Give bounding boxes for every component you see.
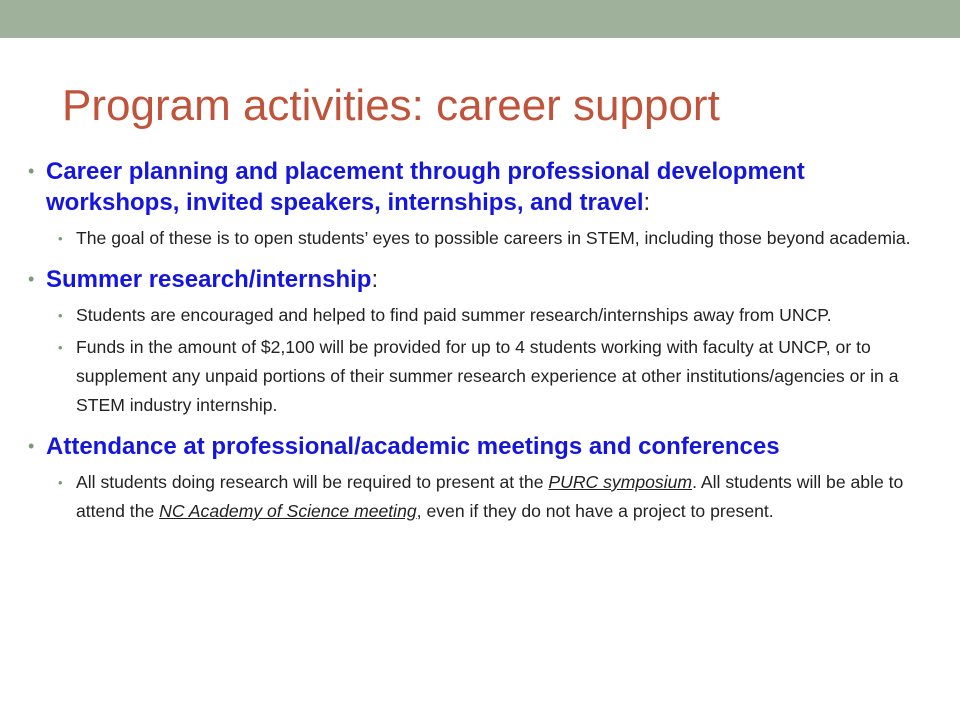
- sub-bullet-dot: •: [58, 340, 63, 355]
- top-accent-bar: [0, 0, 960, 38]
- bullet-dot: •: [28, 269, 35, 289]
- heading-text: Career planning and placement through professional development workshops, invited speakers, internships, and travel: [46, 158, 805, 216]
- sub-bullet-dot: •: [58, 308, 63, 323]
- purc-symposium-link[interactable]: PURC symposium: [548, 472, 693, 492]
- sub-bullet-present: [58, 468, 943, 526]
- sub-bullet-funds: [58, 333, 943, 420]
- bullet-attendance: [28, 431, 943, 462]
- sub-bullet-encouraged: [58, 301, 943, 330]
- heading-text: Attendance at professional/academic meetings and conferences: [46, 433, 780, 460]
- bullet-summer-research: [28, 264, 943, 295]
- nc-academy-link[interactable]: NC Academy of Science meeting: [159, 501, 417, 521]
- heading-colon: :: [643, 189, 651, 216]
- sub-bullet-text-2: . All students will be able to attend the: [76, 472, 904, 521]
- slide-body: [28, 156, 943, 529]
- bullet-dot: •: [28, 161, 35, 181]
- heading-text: Summer research/internship: [46, 266, 372, 293]
- bullet-dot: •: [28, 436, 35, 456]
- slide-title: Program activities: career support: [62, 81, 720, 130]
- sub-bullet-goal: [58, 224, 943, 253]
- sub-bullet-text: Funds in the amount of $2,100 will be provided for up to 4 students working with faculty at UNCP, or to supplement any unpaid portions of their summer research experience at other institutions/agencies or in a STEM industry internship.: [76, 337, 899, 415]
- sub-bullet-text-1: All students doing research will be required to present at the: [76, 472, 549, 492]
- sub-bullet-text: The goal of these is to open students’ eyes to possible careers in STEM, including those beyond academia.: [76, 228, 911, 248]
- sub-bullet-text: Students are encouraged and helped to find paid summer research/internships away from UNCP.: [76, 305, 832, 325]
- sub-bullet-dot: •: [58, 231, 63, 246]
- bullet-career-planning: [28, 156, 943, 218]
- sub-bullet-text-3: , even if they do not have a project to present.: [416, 501, 774, 521]
- heading-colon: :: [371, 266, 379, 293]
- sub-bullet-dot: •: [58, 475, 63, 490]
